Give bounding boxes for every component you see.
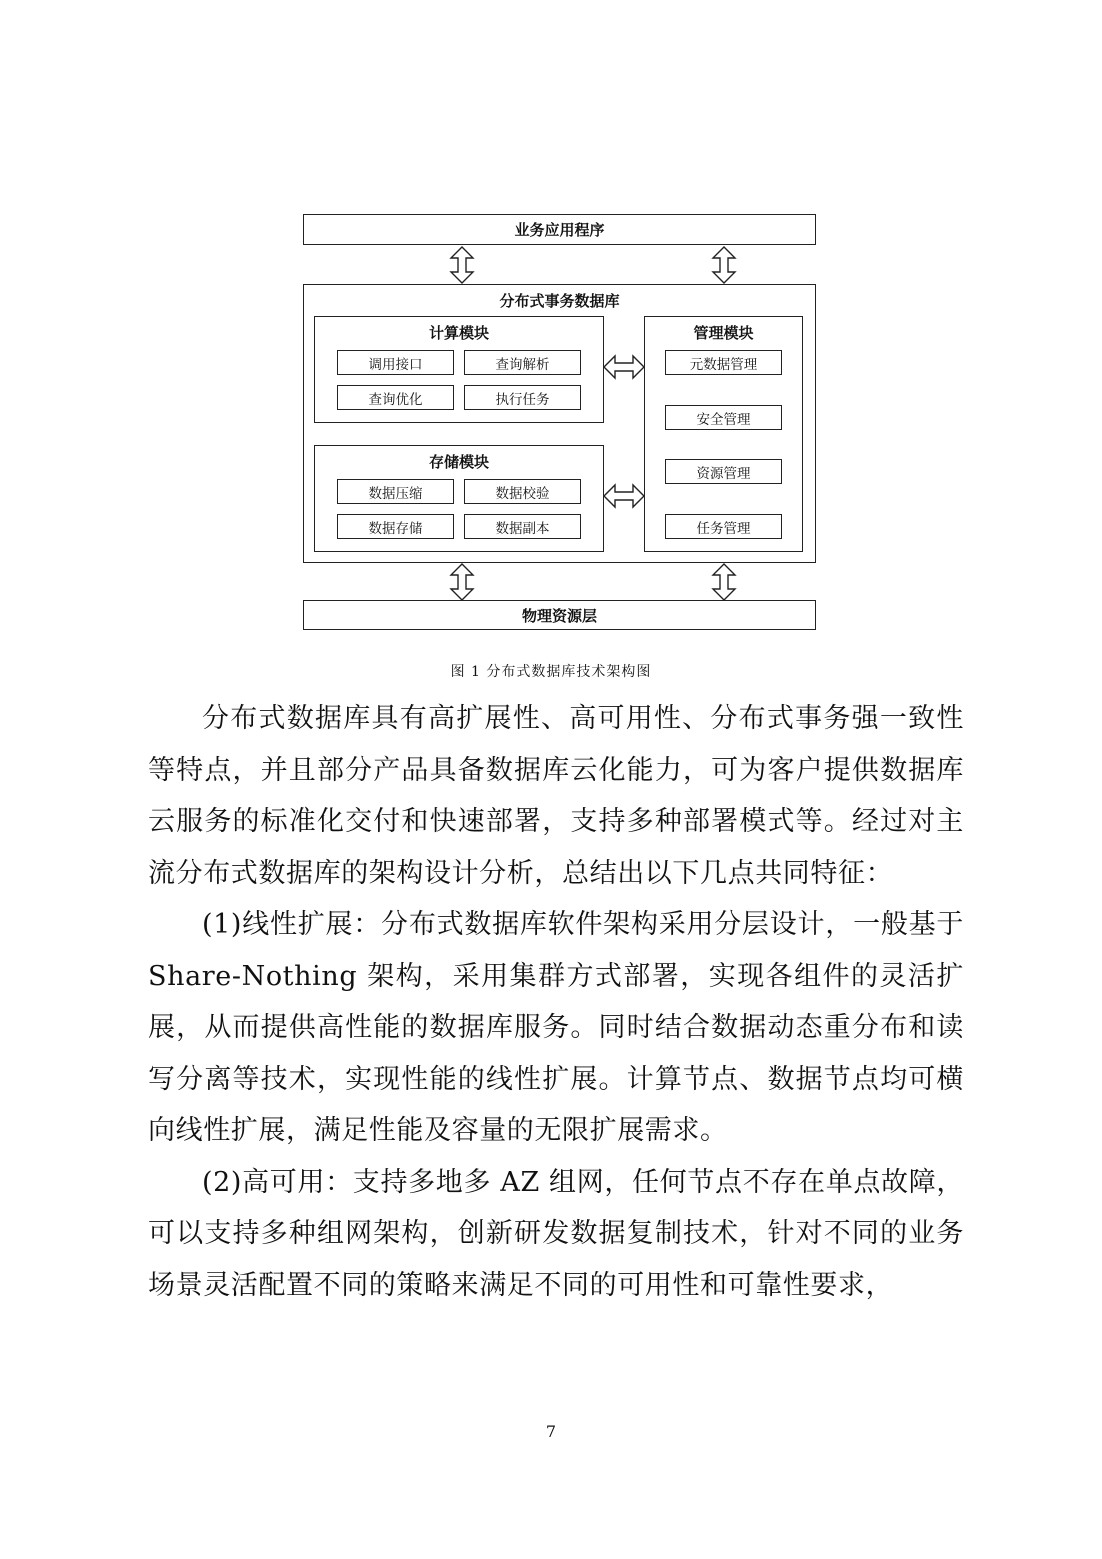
management-item: 任务管理 [665,514,782,539]
physical-resource-layer: 物理资源层 [303,600,816,630]
business-app-layer: 业务应用程序 [303,214,816,245]
figure-caption: 图 1 分布式数据库技术架构图 [450,664,652,680]
management-item: 安全管理 [665,405,782,430]
compute-item: 查询解析 [464,350,581,375]
double-arrow-icon [711,563,737,601]
management-module-title: 管理模块 [693,324,754,342]
body-text [148,693,964,1311]
compute-module-title: 计算模块 [428,324,489,342]
management-item: 元数据管理 [665,350,782,375]
paragraph: 分布式数据库具有高扩展性、高可用性、分布式事务强一致性等特点，并且部分产品具备数据库云化能力，可为客户提供数据库云服务的标准化交付和快速部署，支持多种部署模式等。经过对主流分布式数据库的架构设计分析，总结出以下几点共同特征： [148,703,964,889]
paragraph: (2)高可用：支持多地多 AZ 组网，任何节点不存在单点故障，可以支持多种组网架构，创新研发数据复制技术，针对不同的业务场景灵活配置不同的策略来满足不同的可用性和可靠性要求， [148,1166,964,1301]
db-title: 分布式事务数据库 [499,292,620,310]
page-number: 7 [545,1422,557,1441]
storage-module-title: 存储模块 [428,453,489,471]
compute-item: 调用接口 [337,350,454,375]
double-arrow-icon [449,246,475,284]
compute-item: 查询优化 [337,385,454,410]
paragraph: (1)线性扩展：分布式数据库软件架构采用分层设计，一般基于 Share-Nothing 架构，采用集群方式部署，实现各组件的灵活扩展，从而提供高性能的数据库服务。同时结合数据动态重分布和读写分离等技术，实现性能的线性扩展。计算节点、数据节点均可横向线性扩展，满足性能及容量的无限扩展需求。 [148,909,964,1146]
storage-item: 数据压缩 [337,479,454,504]
storage-item: 数据校验 [464,479,581,504]
double-arrow-icon [449,563,475,601]
storage-item: 数据存储 [337,514,454,539]
compute-item: 执行任务 [464,385,581,410]
management-item: 资源管理 [665,459,782,484]
double-arrow-icon [711,246,737,284]
double-arrow-icon [603,354,645,380]
storage-item: 数据副本 [464,514,581,539]
double-arrow-icon [603,483,645,509]
